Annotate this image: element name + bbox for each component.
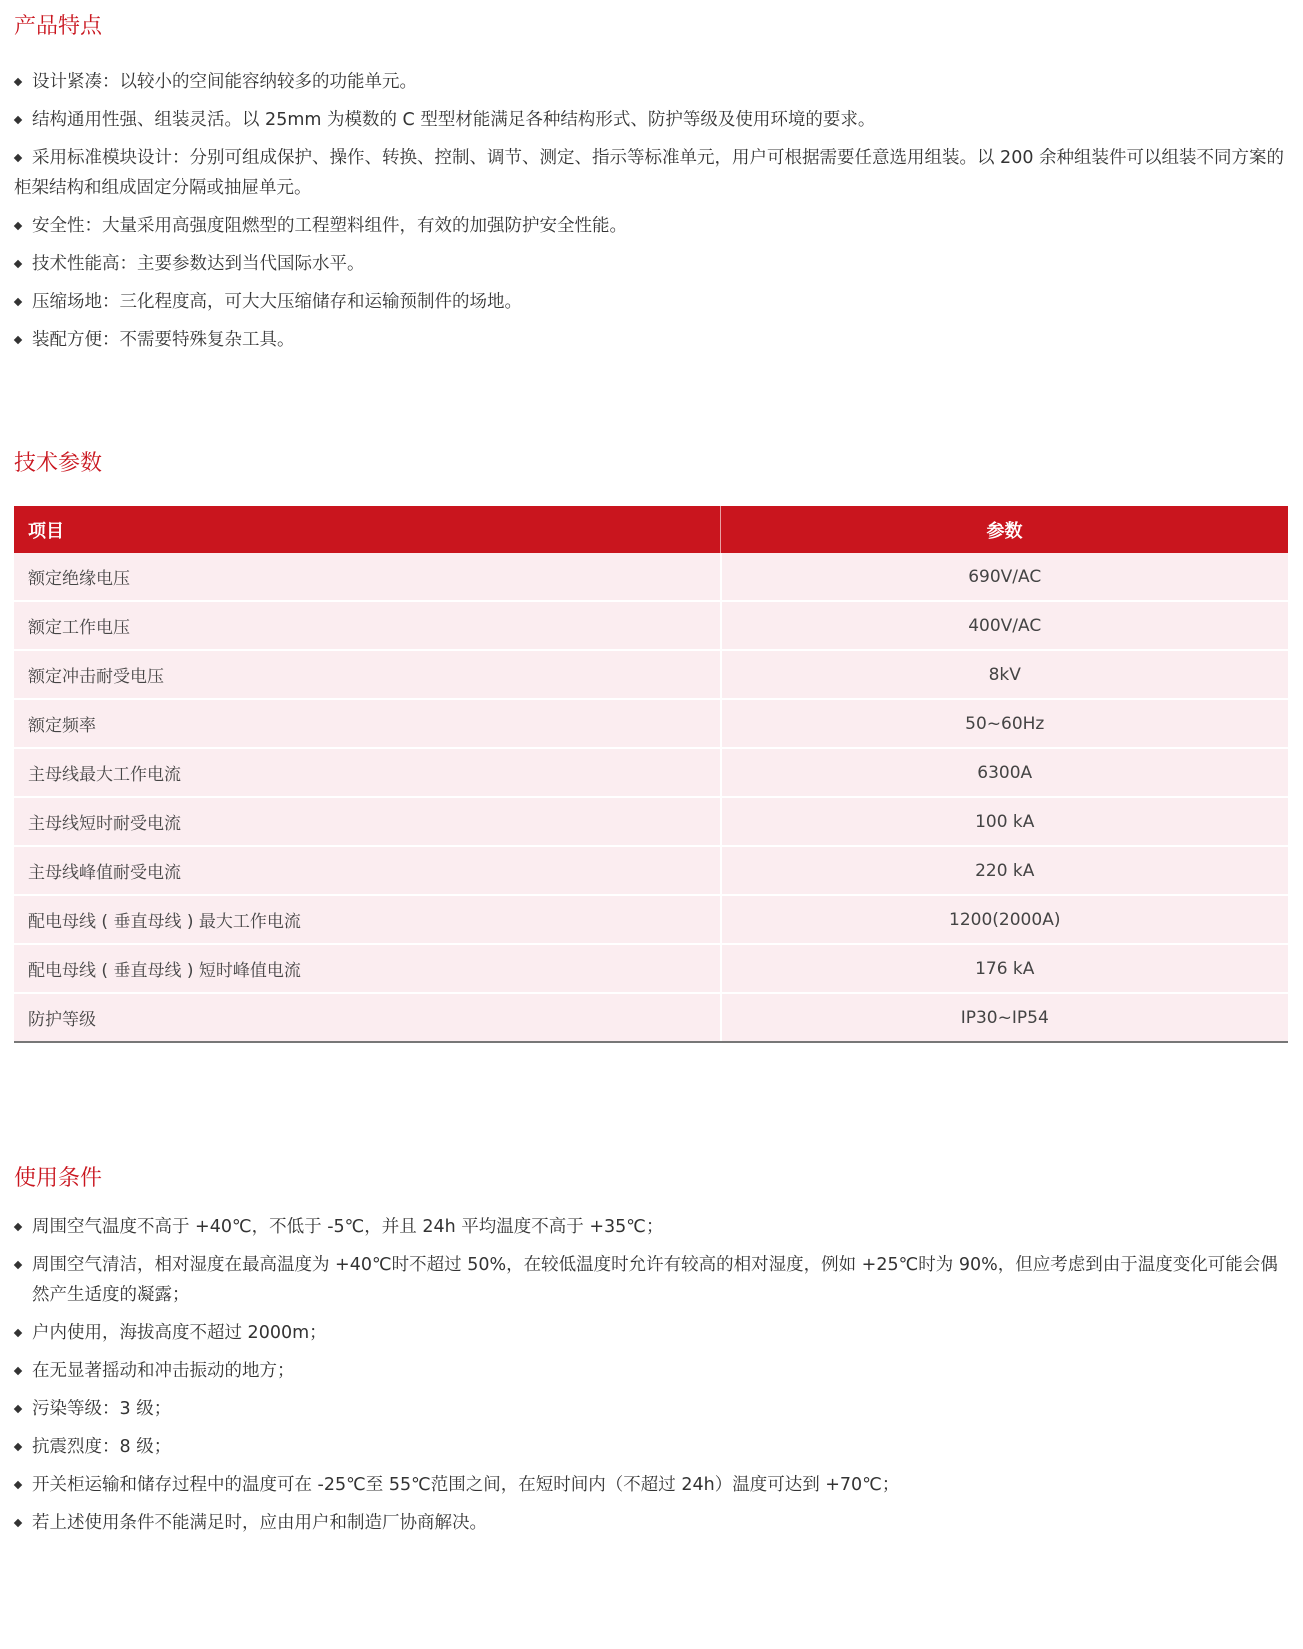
params-table-header-row <box>14 506 1288 553</box>
conditions-item-text: 在无显著摇动和冲击振动的地方； <box>32 1361 295 1381</box>
features-item-text: 技术性能高：主要参数达到当代国际水平。 <box>32 254 365 274</box>
param-value-cell: 8kV <box>721 650 1289 699</box>
diamond-bullet-icon <box>14 1223 22 1231</box>
table-row <box>14 553 1288 601</box>
features-list <box>14 67 1289 363</box>
param-value-cell: 176 kA <box>721 944 1289 993</box>
param-value-cell: 100 kA <box>721 797 1289 846</box>
params-table <box>14 506 1288 1043</box>
diamond-bullet-icon <box>14 78 22 86</box>
param-value-cell: 690V/AC <box>721 553 1289 601</box>
diamond-bullet-icon <box>14 336 22 344</box>
diamond-bullet-icon <box>14 1519 22 1527</box>
column-header-item: 项目 <box>14 506 721 553</box>
param-name-cell: 额定频率 <box>14 699 721 748</box>
param-name-cell: 额定工作电压 <box>14 601 721 650</box>
diamond-bullet-icon <box>14 222 22 230</box>
features-section-title: 产品特点 <box>14 14 103 39</box>
column-header-param: 参数 <box>721 506 1289 553</box>
features-item-text: 装配方便：不需要特殊复杂工具。 <box>32 330 295 350</box>
table-row <box>14 699 1288 748</box>
param-name-cell: 主母线峰值耐受电流 <box>14 846 721 895</box>
param-name-cell: 额定绝缘电压 <box>14 553 721 601</box>
conditions-item-text: 周围空气温度不高于 +40℃，不低于 -5℃，并且 24h 平均温度不高于 +35℃； <box>32 1217 664 1237</box>
features-list-item <box>14 287 1289 317</box>
param-name-cell: 主母线短时耐受电流 <box>14 797 721 846</box>
features-list-item <box>14 249 1289 279</box>
diamond-bullet-icon <box>14 260 22 268</box>
table-row <box>14 797 1288 846</box>
param-value-cell: 400V/AC <box>721 601 1289 650</box>
features-list-item <box>14 67 1289 97</box>
conditions-item-text: 户内使用，海拔高度不超过 2000m； <box>32 1323 327 1343</box>
features-item-text: 结构通用性强、组装灵活。以 25mm 为模数的 C 型型材能满足各种结构形式、防护等级及使用环境的要求。 <box>32 110 876 130</box>
conditions-list-item <box>14 1212 1289 1242</box>
param-name-cell: 防护等级 <box>14 993 721 1042</box>
diamond-bullet-icon <box>14 1367 22 1375</box>
conditions-list-item <box>14 1356 1289 1386</box>
param-name-cell: 配电母线 ( 垂直母线 ) 短时峰值电流 <box>14 944 721 993</box>
param-value-cell: 6300A <box>721 748 1289 797</box>
param-name-cell: 额定冲击耐受电压 <box>14 650 721 699</box>
table-row <box>14 993 1288 1042</box>
conditions-item-text: 开关柜运输和储存过程中的温度可在 -25℃至 55℃范围之间，在短时间内（不超过 24h）温度可达到 +70℃； <box>32 1475 900 1495</box>
conditions-list-item <box>14 1250 1289 1310</box>
features-list-item <box>14 143 1289 203</box>
table-row <box>14 846 1288 895</box>
conditions-item-text: 若上述使用条件不能满足时，应由用户和制造厂协商解决。 <box>32 1513 487 1533</box>
features-item-text: 压缩场地：三化程度高，可大大压缩储存和运输预制件的场地。 <box>32 292 522 312</box>
conditions-item-text: 抗震烈度：8 级； <box>32 1437 172 1457</box>
diamond-bullet-icon <box>14 1329 22 1337</box>
param-value-cell: IP30~IP54 <box>721 993 1289 1042</box>
table-row <box>14 895 1288 944</box>
conditions-list-item <box>14 1394 1289 1424</box>
conditions-section-title: 使用条件 <box>14 1166 103 1191</box>
features-item-text: 采用标准模块设计：分别可组成保护、操作、转换、控制、调节、测定、指示等标准单元，用户可根据需要任意选用组装。以 200 余种组装件可以组装不同方案的柜架结构和组成固定分隔或抽屉单元。 <box>14 148 1285 198</box>
param-value-cell: 50~60Hz <box>721 699 1289 748</box>
diamond-bullet-icon <box>14 1443 22 1451</box>
table-row <box>14 944 1288 993</box>
conditions-list-item <box>14 1470 1289 1500</box>
param-value-cell: 220 kA <box>721 846 1289 895</box>
params-section-title: 技术参数 <box>14 451 103 476</box>
features-item-text: 安全性：大量采用高强度阻燃型的工程塑料组件，有效的加强防护安全性能。 <box>32 216 627 236</box>
table-row <box>14 748 1288 797</box>
features-list-item <box>14 211 1289 241</box>
table-row <box>14 601 1288 650</box>
features-list-item <box>14 325 1289 355</box>
features-item-text: 设计紧凑：以较小的空间能容纳较多的功能单元。 <box>32 72 417 92</box>
conditions-list <box>14 1212 1289 1546</box>
table-row <box>14 650 1288 699</box>
diamond-bullet-icon <box>14 298 22 306</box>
diamond-bullet-icon <box>14 116 22 124</box>
features-list-item <box>14 105 1289 135</box>
conditions-list-item <box>14 1508 1289 1538</box>
conditions-list-item <box>14 1432 1289 1462</box>
conditions-item-text: 污染等级：3 级； <box>32 1399 172 1419</box>
conditions-list-item <box>14 1318 1289 1348</box>
diamond-bullet-icon <box>14 1405 22 1413</box>
conditions-item-text: 周围空气清洁，相对湿度在最高温度为 +40℃时不超过 50%，在较低温度时允许有较高的相对湿度，例如 +25℃时为 90%，但应考虑到由于温度变化可能会偶然产生适度的凝露； <box>32 1255 1278 1305</box>
param-name-cell: 主母线最大工作电流 <box>14 748 721 797</box>
diamond-bullet-icon <box>14 1481 22 1489</box>
param-name-cell: 配电母线 ( 垂直母线 ) 最大工作电流 <box>14 895 721 944</box>
diamond-bullet-icon <box>14 1261 22 1269</box>
param-value-cell: 1200(2000A) <box>721 895 1289 944</box>
